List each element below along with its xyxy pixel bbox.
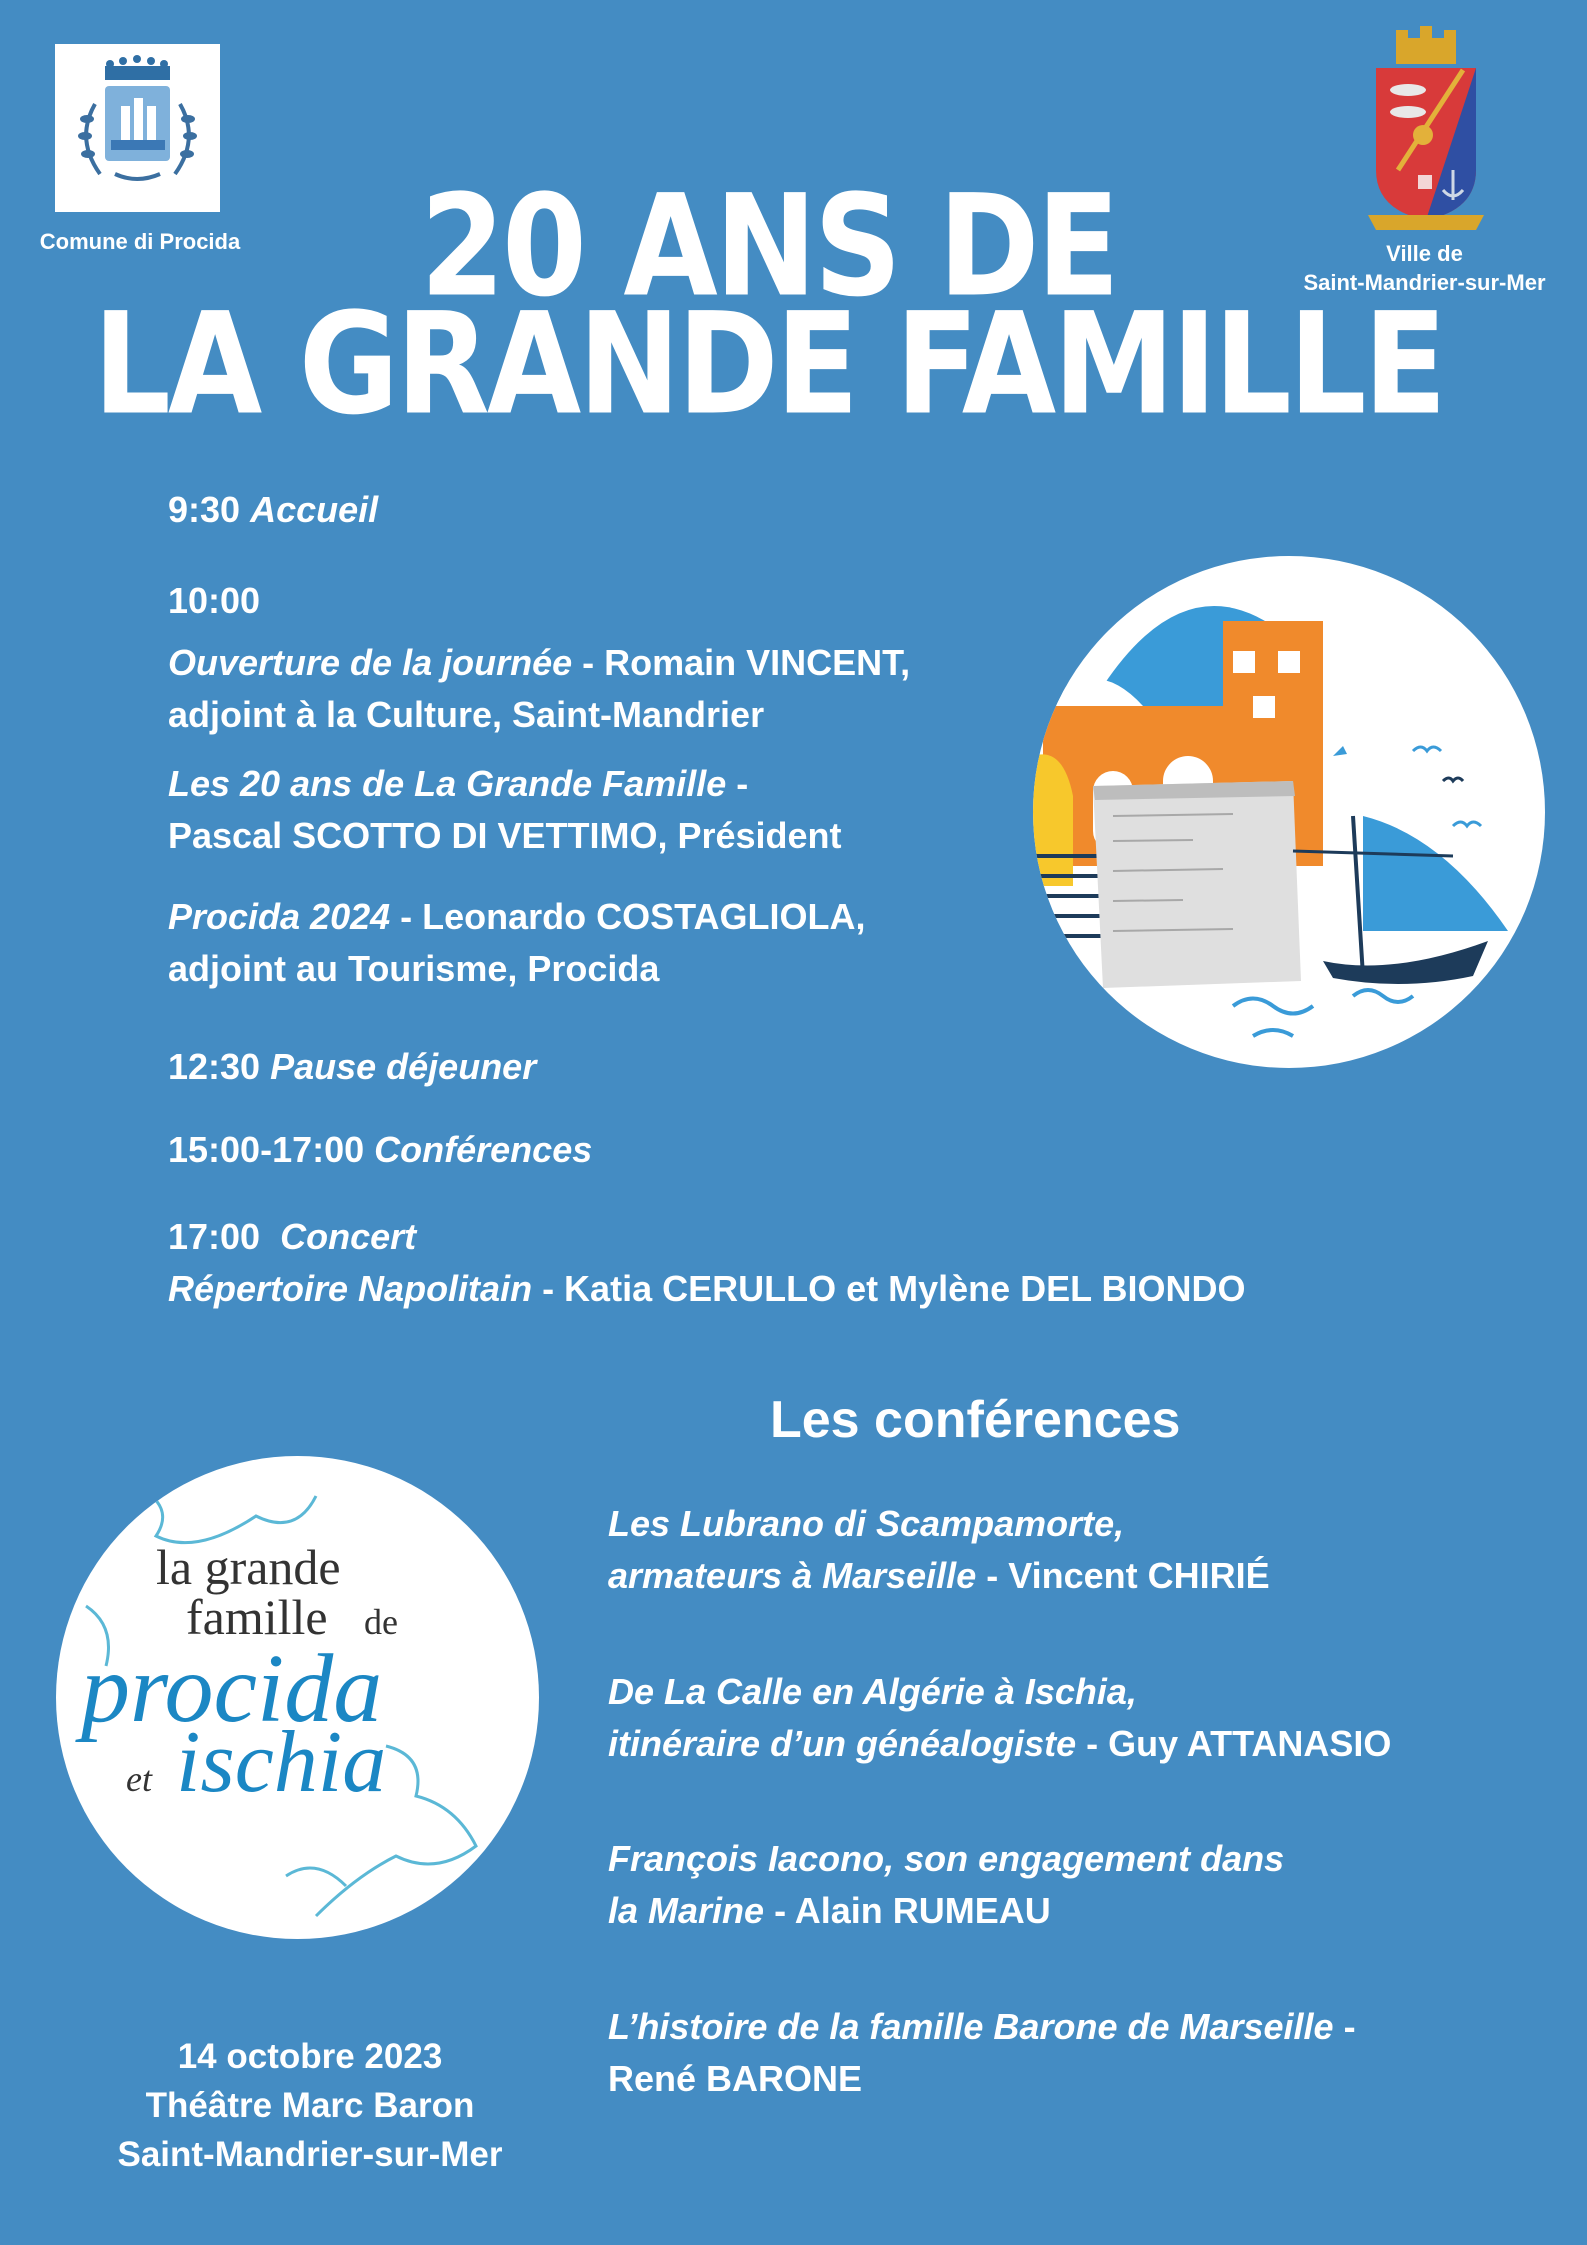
conferences-time: 15:00-17:00 bbox=[168, 1129, 365, 1170]
procida-logo-caption: Comune di Procida bbox=[39, 229, 241, 254]
association-logo-line4-small: et bbox=[126, 1759, 152, 1799]
procida-2024-role: adjoint au Tourisme, Procida bbox=[168, 948, 660, 989]
conference-1-title: armateurs à Marseille bbox=[608, 1555, 977, 1596]
schedule-conferences bbox=[168, 1124, 1408, 1176]
conferences-label: Conférences bbox=[374, 1129, 593, 1170]
concert-label: Concert bbox=[280, 1216, 417, 1257]
event-info bbox=[70, 2032, 550, 2179]
accueil-label: Accueil bbox=[250, 489, 379, 530]
title-line-1: 20 ANS DE bbox=[420, 164, 1117, 328]
association-logo-line4: ischia bbox=[176, 1714, 387, 1811]
conferences-heading: Les conférences bbox=[770, 1391, 1181, 1449]
association-logo bbox=[56, 1456, 539, 1939]
conference-3-title: la Marine bbox=[608, 1890, 765, 1931]
conference-3-line1: François Iacono, son engagement dans bbox=[608, 1838, 1285, 1879]
conference-3-speaker: - Alain RUMEAU bbox=[764, 1890, 1051, 1931]
event-date: 14 octobre 2023 bbox=[177, 2037, 443, 2076]
opening-speaker: - Romain VINCENT, bbox=[572, 642, 911, 683]
conference-1-line1: Les Lubrano di Scampamorte, bbox=[608, 1503, 1125, 1544]
anniversary-title: Les 20 ans de La Grande Famille bbox=[168, 763, 727, 804]
schedule-opening-time: 10:00 bbox=[168, 580, 261, 621]
opening-title: Ouverture de la journée bbox=[168, 642, 573, 683]
association-logo-line2-small: de bbox=[364, 1602, 398, 1642]
opening-role: adjoint à la Culture, Saint-Mandrier bbox=[168, 694, 765, 735]
accueil-time: 9:30 bbox=[168, 489, 241, 530]
anniversary-dash: - bbox=[726, 763, 749, 804]
conference-item bbox=[608, 1833, 1568, 1937]
concert-time: 17:00 bbox=[168, 1216, 261, 1257]
anniversary-speaker: Pascal SCOTTO DI VETTIMO, Président bbox=[168, 815, 842, 856]
schedule-concert bbox=[168, 1211, 1408, 1315]
saint-mandrier-caption-line1: Ville de bbox=[1386, 241, 1463, 266]
island-boat-illustration-icon bbox=[1033, 556, 1545, 1068]
procida-illustration bbox=[1033, 556, 1545, 1068]
conference-2-title: itinéraire d’un généalogiste bbox=[608, 1723, 1077, 1764]
procida-2024-speaker: - Leonardo COSTAGLIOLA, bbox=[390, 896, 866, 937]
saint-mandrier-caption-line2: Saint-Mandrier-sur-Mer bbox=[1303, 269, 1546, 295]
conference-item bbox=[608, 1498, 1568, 1602]
lunch-label: Pause déjeuner bbox=[270, 1046, 537, 1087]
conference-4-speaker: René BARONE bbox=[608, 2058, 863, 2099]
procida-2024-title: Procida 2024 bbox=[168, 896, 391, 937]
lunch-time: 12:30 bbox=[168, 1046, 261, 1087]
concert-title: Répertoire Napolitain bbox=[168, 1268, 533, 1309]
conference-item bbox=[608, 2001, 1568, 2105]
conference-2-speaker: - Guy ATTANASIO bbox=[1076, 1723, 1392, 1764]
conference-1-speaker: - Vincent CHIRIÉ bbox=[976, 1555, 1270, 1596]
conference-2-line1: De La Calle en Algérie à Ischia, bbox=[608, 1671, 1137, 1712]
conference-4-dash: - bbox=[1333, 2006, 1356, 2047]
title-line-2: LA GRANDE FAMILLE bbox=[93, 282, 1444, 446]
association-logo-line2: famille bbox=[186, 1589, 328, 1645]
concert-performers: - Katia CERULLO et Mylène DEL BIONDO bbox=[532, 1268, 1246, 1309]
conference-4-title: L’histoire de la famille Barone de Marseille bbox=[608, 2006, 1334, 2047]
schedule-accueil bbox=[168, 484, 1408, 536]
event-venue: Théâtre Marc Baron bbox=[145, 2086, 475, 2125]
association-logo-line3: procida bbox=[81, 1635, 383, 1743]
association-logo-line1: la grande bbox=[156, 1539, 341, 1595]
association-logo-mark bbox=[56, 1456, 539, 1939]
event-city: Saint-Mandrier-sur-Mer bbox=[117, 2135, 503, 2174]
conference-item bbox=[608, 1666, 1568, 1770]
